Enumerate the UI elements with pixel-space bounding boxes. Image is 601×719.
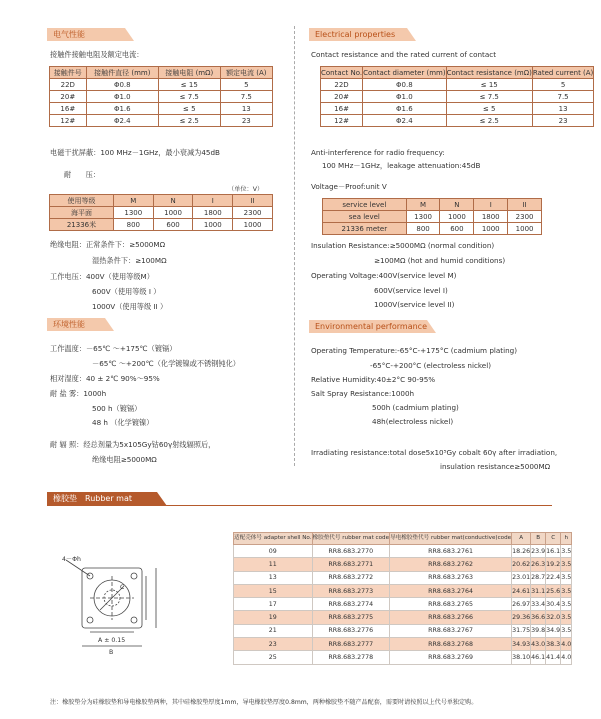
cn-env-line-6: 48 h （化学镀镍） (92, 418, 154, 427)
rubber-cell: 4.0 (561, 638, 572, 651)
cn-env-line-2: －65℃ ～+200℃（化学镀镍或不锈钢钝化） (92, 359, 240, 368)
cn-voltage-title: 耐 压： (64, 170, 100, 179)
cn-irr-line-2: 绝缘电阻≥5000MΩ (92, 455, 157, 464)
rubber-row (234, 651, 572, 664)
rubber-header-4: B (531, 533, 546, 545)
rubber-cell: 19 (234, 611, 313, 624)
rubber-cell: RR8.683.2767 (390, 624, 512, 637)
en-voltage-header-0: service level (323, 199, 407, 211)
en-contact-header-1: Contact diameter (mm) (363, 68, 446, 77)
en-voltage-cell: 1000 (508, 223, 542, 235)
en-contact-row (321, 103, 594, 115)
rubber-mat-table (233, 532, 572, 665)
rubber-header-2: 导电橡胶垫代号 rubber mat(conductive)code (390, 533, 512, 545)
en-voltage-header-2: N (440, 199, 474, 211)
rubber-cell: RR8.683.2761 (390, 545, 512, 558)
en-contact-cell: ≤ 15 (446, 79, 532, 91)
rubber-cell: 33.4 (531, 598, 546, 611)
cn-contact-cell: Φ1.0 (86, 91, 158, 103)
rubber-cell: 16.1 (546, 545, 561, 558)
cn-contact-cell: ≤ 5 (158, 103, 220, 115)
rubber-row (234, 638, 572, 651)
rubber-row (234, 545, 572, 558)
en-anti-2: 100 MHz－1GHz，leakage attenuation:45dB (322, 161, 481, 170)
en-env-line-3: Relative Humidity:40±2°C 90-95% (311, 375, 436, 384)
cn-voltage-cell: 600 (153, 219, 193, 231)
rubber-cell: 09 (234, 545, 313, 558)
en-voltage-header-3: I (474, 199, 508, 211)
en-environment-title: Environmental performance (309, 320, 427, 333)
cn-voltage-header-1: M (113, 195, 153, 207)
drawing-label-a: A ± 0.15 (98, 637, 126, 644)
cn-contact-row (50, 91, 273, 103)
en-contact-cell: 16# (321, 103, 363, 115)
rubber-cell: 3.5 (561, 584, 572, 597)
cn-environment-title: 环境性能 (47, 318, 105, 331)
en-voltage-cell: 1300 (406, 211, 440, 223)
en-env-line-4: Salt Spray Resistance:1000h (311, 389, 415, 398)
rubber-cell: 13 (234, 571, 313, 584)
cn-voltage-table (49, 194, 273, 231)
en-contact-row (321, 79, 594, 91)
rubber-cell: 26.3 (531, 558, 546, 571)
rubber-cell: 22.4 (546, 571, 561, 584)
rubber-cell: 28.7 (531, 571, 546, 584)
rubber-cell: 30.4 (546, 598, 561, 611)
en-electrical-title: Electrical properties (309, 28, 407, 41)
cn-contact-row (50, 115, 273, 127)
cn-voltage-cell: 1000 (193, 219, 233, 231)
rubber-mat-title: 橡胶垫 Rubber mat (47, 492, 157, 506)
rubber-row (234, 611, 572, 624)
rubber-cell: 21 (234, 624, 313, 637)
cn-contact-caption: 接触件接触电阻及额定电流： (50, 50, 144, 59)
en-contact-cell: ≤ 2.5 (446, 115, 532, 127)
rubber-cell: 46.1 (531, 651, 546, 664)
cn-contact-cell: ≤ 15 (158, 79, 220, 91)
cn-contact-cell: Φ1.6 (86, 103, 158, 115)
en-voltage-cell: 1800 (474, 211, 508, 223)
en-contact-cell: Φ0.8 (363, 79, 447, 91)
rubber-cell: RR8.683.2764 (390, 584, 512, 597)
en-contact-cell: 7.5 (532, 91, 593, 103)
rubber-row (234, 571, 572, 584)
en-env-line-5: 500h (cadmium plating) (372, 403, 459, 412)
en-insulation-2: ≥100MΩ (hot and humid conditions) (374, 256, 506, 265)
cn-env-line-4: 耐 盐 雾：1000h (50, 389, 107, 398)
en-contact-cell: Φ2.4 (363, 115, 447, 127)
cn-contact-row (50, 103, 273, 115)
rubber-cell: 4.0 (561, 651, 572, 664)
rubber-cell: RR8.683.2772 (312, 571, 390, 584)
rubber-cell: 34.9 (546, 624, 561, 637)
rubber-header-1: 橡胶垫代号 rubber mat code (312, 533, 390, 545)
drawing-label-b: B (109, 649, 114, 656)
cn-voltage-cell: 1800 (193, 207, 233, 219)
cn-working-2: 600V（使用等级 I ） (92, 287, 161, 296)
cn-contact-cell: ≤ 2.5 (158, 115, 220, 127)
rubber-cell: RR8.683.2769 (390, 651, 512, 664)
rubber-cell: 25.6 (546, 584, 561, 597)
rubber-cell: 36.6 (531, 611, 546, 624)
en-working-3: 1000V(service level II) (374, 300, 455, 309)
cn-voltage-cell: 1000 (153, 207, 193, 219)
rubber-cell: 15 (234, 584, 313, 597)
rubber-cell: 23.01 (512, 571, 531, 584)
rubber-cell: 3.5 (561, 624, 572, 637)
cn-contact-cell: Φ0.8 (86, 79, 158, 91)
en-contact-table (320, 66, 594, 127)
cn-contact-header-1: 接触件直径 (mm) (86, 67, 158, 79)
rubber-cell: 17 (234, 598, 313, 611)
rubber-cell: 43.0 (531, 638, 546, 651)
rubber-cell: 26.97 (512, 598, 531, 611)
en-contact-cell: ≤ 7.5 (446, 91, 532, 103)
cn-env-line-1: 工作温度：－65℃ ～+175℃（镀镉） (50, 344, 177, 353)
cn-voltage-cell: 1000 (233, 219, 273, 231)
drawing-label-hole: 4－Φh (62, 556, 81, 563)
cn-contact-cell: 23 (220, 115, 272, 127)
cn-voltage-cell: 2300 (233, 207, 273, 219)
rubber-cell: 18.26 (512, 545, 531, 558)
rubber-cell: RR8.683.2778 (312, 651, 390, 664)
rubber-cell: 23 (234, 638, 313, 651)
en-voltage-header-4: II (508, 199, 542, 211)
cn-contact-header-0: 接触件号 (50, 67, 87, 79)
en-contact-cell: 13 (532, 103, 593, 115)
rubber-cell: RR8.683.2766 (390, 611, 512, 624)
rubber-cell: 38.3 (546, 638, 561, 651)
rubber-cell: RR8.683.2762 (390, 558, 512, 571)
rubber-cell: 29.36 (512, 611, 531, 624)
cn-contact-cell: 7.5 (220, 91, 272, 103)
en-voltage-cell: 600 (440, 223, 474, 235)
cn-contact-table (49, 66, 273, 127)
cn-voltage-header-0: 使用等级 (50, 195, 114, 207)
rubber-cell: 39.8 (531, 624, 546, 637)
cn-voltage-cell: 海平面 (50, 207, 114, 219)
cn-contact-cell: 16# (50, 103, 87, 115)
cn-contact-cell: 22D (50, 79, 87, 91)
cn-contact-header-2: 接触电阻 (mΩ) (158, 67, 220, 79)
rubber-mat-drawing (60, 550, 180, 670)
cn-env-line-3: 相对湿度：40 ± 2℃ 90%～95% (50, 374, 160, 383)
en-contact-header-0: Contact No. (321, 68, 363, 77)
rubber-header-0: 适配壳体号 adapter shell No. (234, 533, 313, 545)
cn-contact-cell: Φ2.4 (86, 115, 158, 127)
cn-voltage-cell: 21336米 (50, 219, 114, 231)
en-contact-cell: 20# (321, 91, 363, 103)
rubber-cell: RR8.683.2774 (312, 598, 390, 611)
rubber-cell: 41.4 (546, 651, 561, 664)
rubber-note: 注：橡胶垫分为硅橡胶垫和导电橡胶垫两种，其中硅橡胶垫厚度1mm，导电橡胶垫厚度0.8mm，两种橡胶垫不随产品配套，需要时请按照以上代号单独定购。 (50, 699, 478, 706)
rubber-row (234, 598, 572, 611)
en-voltage-cell: 1000 (474, 223, 508, 235)
en-irr-line-2: insulation resistance≥5000MΩ (440, 462, 551, 471)
cn-voltage-cell: 800 (113, 219, 153, 231)
rubber-cell: RR8.683.2771 (312, 558, 390, 571)
en-contact-cell: Φ1.0 (363, 91, 447, 103)
rubber-cell: 3.5 (561, 571, 572, 584)
en-insulation-1: Insulation Resistance:≥5000MΩ (normal condition) (311, 241, 495, 250)
cn-contact-row (50, 79, 273, 91)
cn-electrical-title: 电气性能 (47, 28, 125, 41)
rubber-cell: 23.9 (531, 545, 546, 558)
cn-voltage-cell: 1300 (113, 207, 153, 219)
en-contact-row (321, 115, 594, 127)
en-contact-cell: 23 (532, 115, 593, 127)
en-voltage-table (322, 198, 542, 235)
cn-irr-line-1: 耐 辐 照：经总剂量为5x105Gy钴60γ射线辐照后， (50, 440, 216, 449)
cn-working-1: 工作电压：400V（使用等级M） (50, 272, 154, 281)
rubber-cell: 31.75 (512, 624, 531, 637)
en-contact-cell: Φ1.6 (363, 103, 447, 115)
rubber-header-3: A (512, 533, 531, 545)
rubber-cell: 19.2 (546, 558, 561, 571)
rubber-cell: 3.5 (561, 598, 572, 611)
rubber-cell: RR8.683.2777 (312, 638, 390, 651)
cn-insulation-1: 绝缘电阻：正常条件下：≥5000MΩ (50, 240, 166, 249)
cn-env-line-5: 500 h（镀镉） (92, 404, 142, 413)
en-contact-cell: 5 (532, 79, 593, 91)
drawing-label-c: C (120, 584, 125, 591)
en-contact-caption: Contact resistance and the rated current of contact (311, 50, 497, 59)
rubber-row (234, 584, 572, 597)
en-contact-row (321, 91, 594, 103)
rubber-header-6: h (561, 533, 572, 545)
rubber-cell: RR8.683.2765 (390, 598, 512, 611)
rubber-cell: RR8.683.2773 (312, 584, 390, 597)
column-divider (294, 26, 295, 466)
rubber-cell: RR8.683.2776 (312, 624, 390, 637)
rubber-cell: 34.93 (512, 638, 531, 651)
en-contact-cell: ≤ 5 (446, 103, 532, 115)
cn-voltage-row (50, 207, 273, 219)
en-voltage-cell: 21336 meter (323, 223, 407, 235)
en-contact-cell: 22D (321, 79, 363, 91)
cn-contact-cell: 20# (50, 91, 87, 103)
rubber-cell: 3.5 (561, 611, 572, 624)
cn-voltage-header-2: N (153, 195, 193, 207)
rubber-cell: RR8.683.2775 (312, 611, 390, 624)
en-contact-cell: 12# (321, 115, 363, 127)
en-working-2: 600V(service level I) (374, 286, 448, 295)
en-contact-header-3: Rated current (A) (532, 68, 594, 77)
en-working-1: Operating Voltage:400V(service level M) (311, 271, 457, 280)
en-voltage-cell: 1000 (440, 211, 474, 223)
en-voltage-cell: sea level (323, 211, 407, 223)
rubber-cell: 31.1 (531, 584, 546, 597)
en-env-line-2: -65°C-+200°C (electroless nickel) (370, 361, 492, 370)
cn-voltage-row (50, 219, 273, 231)
rubber-cell: RR8.683.2768 (390, 638, 512, 651)
cn-voltage-header-3: I (193, 195, 233, 207)
en-voltage-cell: 800 (406, 223, 440, 235)
rubber-header-5: C (546, 533, 561, 545)
cn-contact-cell: 5 (220, 79, 272, 91)
rubber-cell: 3.5 (561, 545, 572, 558)
cn-voltage-unit: （单位：V） (228, 186, 264, 193)
en-irr-line-1: Irradiating resistance:total dose5x10⁵Gy cobalt 60γ after irradiation, (311, 448, 558, 457)
cn-working-3: 1000V（使用等级 II ） (92, 302, 168, 311)
rubber-cell: 20.62 (512, 558, 531, 571)
en-voltage-row (323, 223, 542, 235)
rubber-cell: 25 (234, 651, 313, 664)
en-contact-header-2: Contact resistance (mΩ) (446, 68, 532, 77)
en-voltage-header-1: M (406, 199, 440, 211)
cn-insulation-2: 湿热条件下：≥100MΩ (92, 256, 167, 265)
rubber-cell: 32.0 (546, 611, 561, 624)
rubber-cell: RR8.683.2770 (312, 545, 390, 558)
rubber-row (234, 624, 572, 637)
cn-voltage-header-4: II (233, 195, 273, 207)
cn-contact-cell: 13 (220, 103, 272, 115)
en-env-line-6: 48h(electroless nickel) (372, 417, 454, 426)
rubber-cell: 38.10 (512, 651, 531, 664)
rubber-row (234, 558, 572, 571)
en-anti-1: Anti-interference for radio frequency: (311, 148, 445, 157)
rubber-cell: 24.61 (512, 584, 531, 597)
en-env-line-1: Operating Temperature:-65°C-+175°C (cadmium plating) (311, 346, 518, 355)
cn-shield-text: 电磁干扰屏蔽：100 MHz－1GHz，最小衰减为45dB (50, 148, 220, 157)
en-voltage-title: Voltage－Proof:unit V (311, 182, 387, 191)
en-voltage-cell: 2300 (508, 211, 542, 223)
cn-contact-cell: 12# (50, 115, 87, 127)
rubber-cell: 11 (234, 558, 313, 571)
cn-contact-cell: ≤ 7.5 (158, 91, 220, 103)
rubber-cell: 3.5 (561, 558, 572, 571)
en-voltage-row (323, 211, 542, 223)
rubber-cell: RR8.683.2763 (390, 571, 512, 584)
cn-contact-header-3: 额定电流 (A) (220, 67, 272, 79)
